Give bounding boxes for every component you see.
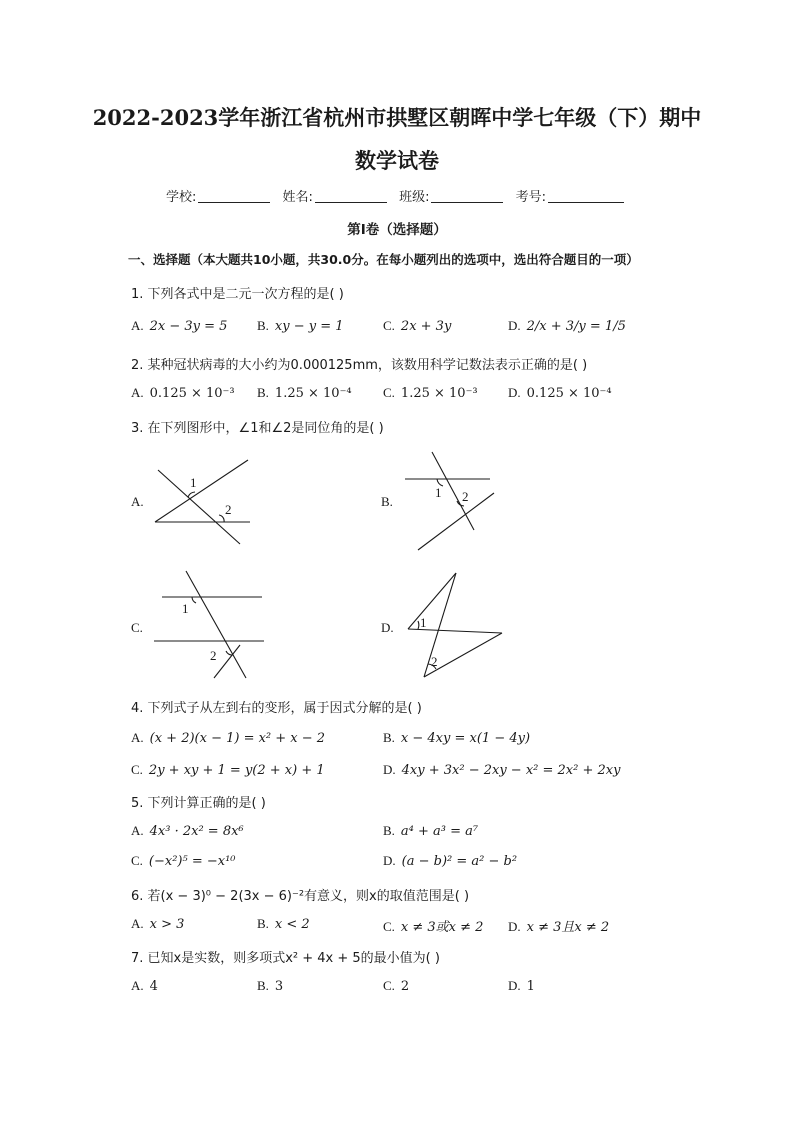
option-text: 4 [149, 979, 158, 994]
q2-option-d[interactable] [508, 385, 612, 401]
option-text: x − 4xy = x(1 − 4y) [400, 731, 531, 746]
q1-option-a[interactable] [131, 318, 227, 334]
option-text: 4xy + 3x² − 2xy − x² = 2x² + 2xy [401, 763, 621, 778]
class-blank[interactable] [431, 188, 503, 203]
option-label: B. [257, 916, 269, 931]
question-6-stem: 6. 若(x − 3)⁰ − 2(3x − 6)⁻²有意义，则x的取值范围是( ) [131, 889, 470, 904]
q6-option-b[interactable] [257, 916, 310, 932]
option-text: x ≠ 3或x ≠ 2 [400, 920, 484, 935]
figure-line [214, 645, 240, 678]
school-blank[interactable] [198, 188, 270, 203]
q6-option-d[interactable] [508, 916, 609, 935]
option-label: A. [131, 318, 144, 333]
option-label: D. [508, 978, 521, 993]
option-text: 2x + 3y [400, 319, 452, 334]
number-label: 考号: [515, 190, 546, 205]
option-text: 2x − 3y = 5 [149, 319, 228, 334]
question-7-stem: 7. 已知x是实数，则多项式x² + 4x + 5的最小值为( ) [131, 951, 440, 966]
option-label: C. [383, 385, 395, 400]
q7-option-d[interactable] [508, 978, 535, 994]
option-label: A. [131, 385, 144, 400]
section-title: 一、选择题（本大题共10小题，共30.0分。在每小题列出的选项中，选出符合题目的一项） [128, 252, 639, 267]
option-label: D. [508, 919, 521, 934]
q7-option-b[interactable] [257, 978, 283, 994]
angle-arc [418, 621, 419, 629]
figure-line [408, 573, 456, 629]
q4-option-b[interactable] [383, 730, 530, 746]
option-text: 1 [526, 979, 535, 994]
option-label: D. [508, 318, 521, 333]
figure-line [155, 460, 248, 522]
q4-option-d[interactable] [383, 762, 620, 778]
q3-figure-d [400, 565, 510, 685]
option-label: D. [383, 853, 396, 868]
part-title: 第Ⅰ卷（选择题） [347, 222, 447, 238]
option-label: D. [383, 762, 396, 777]
option-text: x > 3 [149, 917, 185, 932]
figure-line [418, 493, 494, 550]
angle-label-1: 1 [182, 601, 189, 616]
q2-option-a[interactable] [131, 385, 235, 401]
question-2-stem: 2. 某种冠状病毒的大小约为0.000125mm，该数用科学记数法表示正确的是( ) [131, 358, 588, 373]
exam-title-line2: 数学试卷 [355, 148, 439, 173]
question-5-stem: 5. 下列计算正确的是( ) [131, 796, 266, 811]
angle-label-1: 1 [190, 475, 197, 490]
exam-title-line1: 2022-2023学年浙江省杭州市拱墅区朝晖中学七年级（下）期中 [92, 105, 702, 130]
option-text: 4x³ · 2x² = 8x⁶ [149, 824, 244, 839]
option-label: A. [131, 730, 144, 745]
question-1-stem: 1. 下列各式中是二元一次方程的是( ) [131, 287, 344, 302]
q3-figure-label-a[interactable]: A. [131, 494, 144, 509]
q3-figure-b [410, 450, 510, 560]
option-text: (x + 2)(x − 1) = x² + x − 2 [149, 731, 326, 746]
q3-figure-a [140, 450, 270, 560]
option-label: C. [383, 318, 395, 333]
q3-figure-label-b[interactable]: B. [381, 494, 393, 509]
option-label: A. [131, 823, 144, 838]
option-text: 0.125 × 10⁻⁴ [526, 386, 612, 401]
option-label: B. [383, 823, 395, 838]
student-info-row [0, 186, 794, 205]
angle-label-2: 2 [210, 648, 217, 663]
q5-option-b[interactable] [383, 823, 478, 839]
angle-arc [219, 515, 224, 522]
option-text: x < 2 [274, 917, 310, 932]
q7-option-c[interactable] [383, 978, 409, 994]
option-text: x ≠ 3且x ≠ 2 [526, 920, 610, 935]
question-3-stem: 3. 在下列图形中，∠1和∠2是同位角的是( ) [131, 421, 384, 436]
option-label: A. [131, 978, 144, 993]
angle-label-2: 2 [431, 654, 438, 669]
q5-option-c[interactable] [131, 853, 236, 869]
q1-option-d[interactable] [508, 318, 626, 334]
q3-figure-label-c[interactable]: C. [131, 620, 143, 635]
q4-option-a[interactable] [131, 730, 325, 746]
option-text: 0.125 × 10⁻³ [149, 386, 235, 401]
option-text: 2/x + 3/y = 1/5 [526, 319, 626, 334]
option-text: xy − y = 1 [274, 319, 344, 334]
q1-option-c[interactable] [383, 318, 451, 334]
q6-option-a[interactable] [131, 916, 184, 932]
option-text: 3 [274, 979, 284, 994]
option-text: 2 [400, 979, 410, 994]
angle-label-1: 1 [435, 485, 442, 500]
question-4-stem: 4. 下列式子从左到右的变形，属于因式分解的是( ) [131, 701, 422, 716]
option-label: B. [383, 730, 395, 745]
option-label: B. [257, 318, 269, 333]
number-blank[interactable] [548, 188, 624, 203]
q2-option-b[interactable] [257, 385, 352, 401]
class-label: 班级: [399, 190, 430, 205]
angle-label-2: 2 [225, 502, 232, 517]
angle-label-1: 1 [420, 615, 427, 630]
q3-figure-label-d[interactable]: D. [381, 620, 394, 635]
name-blank[interactable] [315, 188, 387, 203]
q6-option-c[interactable] [383, 916, 483, 935]
option-text: (−x²)⁵ = −x¹⁰ [148, 854, 236, 869]
q7-option-a[interactable] [131, 978, 158, 994]
q4-option-c[interactable] [131, 762, 325, 778]
angle-label-2: 2 [462, 489, 469, 504]
q3-figure-c [150, 565, 270, 685]
option-text: 2y + xy + 1 = y(2 + x) + 1 [148, 763, 325, 778]
option-label: B. [257, 978, 269, 993]
q1-option-b[interactable] [257, 318, 344, 334]
option-label: C. [131, 853, 143, 868]
option-text: (a − b)² = a² − b² [401, 854, 518, 869]
option-label: A. [131, 916, 144, 931]
option-text: a⁴ + a³ = a⁷ [400, 824, 479, 839]
q5-option-a[interactable] [131, 823, 244, 839]
option-text: 1.25 × 10⁻⁴ [274, 386, 352, 401]
name-label: 姓名: [282, 190, 313, 205]
option-label: C. [383, 919, 395, 934]
q2-option-c[interactable] [383, 385, 478, 401]
q5-option-d[interactable] [383, 853, 517, 869]
angle-arc [192, 597, 196, 603]
option-text: 1.25 × 10⁻³ [400, 386, 478, 401]
option-label: C. [131, 762, 143, 777]
option-label: B. [257, 385, 269, 400]
option-label: D. [508, 385, 521, 400]
school-label: 学校: [166, 190, 197, 205]
option-label: C. [383, 978, 395, 993]
